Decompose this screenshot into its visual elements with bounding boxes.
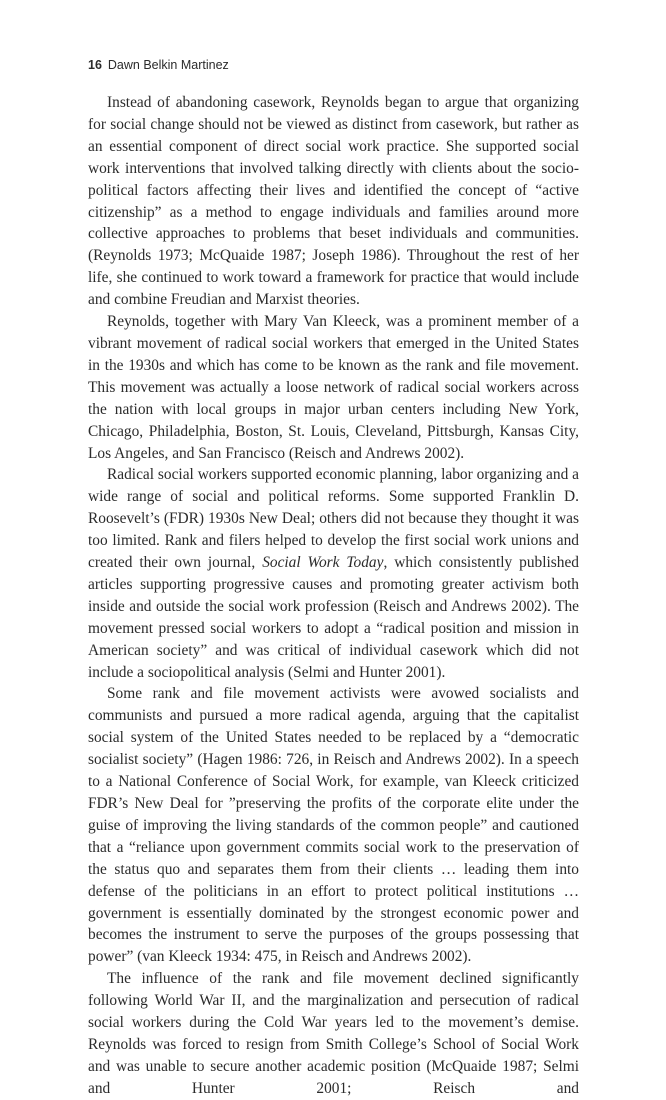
paragraph-casework: Instead of abandoning casework, Reynolds began to argue that organizing for social change should not be viewed as distinct from casework, but rather as an essential component of direct social work practice. She supported social work interventions that involved talking directly with clients about the socio-political factors affecting their lives and identified the concept of “active citizenship” as a method to engage individuals and families around more collective approaches to problems that beset individuals and communities. (Reynolds 1973; McQuaide 1987; Joseph 1986). Throughout the rest of her life, she continued to work toward a framework for practice that would include and combine Freudian and Marxist theories. xyxy=(88,94,579,309)
body-text xyxy=(88,92,579,1100)
paragraph-socialists-communists: Some rank and file movement activists were avowed socialists and communists and pursued a more radical agenda, arguing that the capitalist social system of the United States needed to be replaced by a “democratic socialist society” (Hagen 1986: 726, in Reisch and Andrews 2002). In a speech to a National Conference of Social Work, for example, van Kleeck criticized FDR’s New Deal for ”preserving the profits of the corporate elite under the guise of improving the living standards of the common people” and cautioned that a “reliance upon government commits social work to the preservation of the status quo and separates them from their clients … leading them into defense of the politicians in an effort to protect political institutions … government is essentially dominated by the strongest economic power and becomes the instrument to serve the purposes of the groups possessing that power” (van Kleeck 1934: 475, in Reisch and Andrews 2002). xyxy=(88,685,579,966)
paragraph-decline: The influence of the rank and file movement declined significantly following World War II, and the marginalization and persecution of radical social workers during the Cold War years led to the movement’s demise. Reynolds was forced to resign from Smith College’s School of Social Work and was unable to secure another academic position (McQuaide 1987; Selmi and Hunter 2001; Reisch and xyxy=(88,970,579,1097)
paragraph-text-after: , which consistently published articles supporting progressive causes and promoting greater activism both inside and outside the social work profession (Reisch and Andrews 2002). The movement pressed social workers to adopt a “radical position and mission in American society” and was critical of individual casework which did not include a sociopolitical analysis (Selmi and Hunter 2001). xyxy=(88,554,579,681)
paragraph-text-before: Radical social workers supported economic planning, labor organizing and a wide range of social and political reforms. Some supported Franklin D. Roosevelt’s (FDR) 1930s New Deal; others did not because they thought it was too limited. Rank and filers helped to develop the first social work unions and created their own journal, xyxy=(88,466,579,572)
running-head-author: Dawn Belkin Martinez xyxy=(107,58,229,72)
journal-title: Social Work Today xyxy=(262,554,384,572)
paragraph-rank-and-file-movement: Reynolds, together with Mary Van Kleeck, was a prominent member of a vibrant movement of radical social workers that emerged in the United States in the 1930s and which has come to be known as the rank and file movement. This movement was actually a loose network of radical social workers across the nation with local groups in major urban centers including New York, Chicago, Philadelphia, Boston, St. Louis, Cleveland, Pittsburgh, Kansas City, Los Angeles, and San Francisco (Reisch and Andrews 2002). xyxy=(88,313,579,462)
book-page xyxy=(88,56,579,1100)
paragraph-radical-social-workers xyxy=(88,464,579,683)
page-number: 16 xyxy=(88,58,102,72)
running-head xyxy=(88,56,579,74)
